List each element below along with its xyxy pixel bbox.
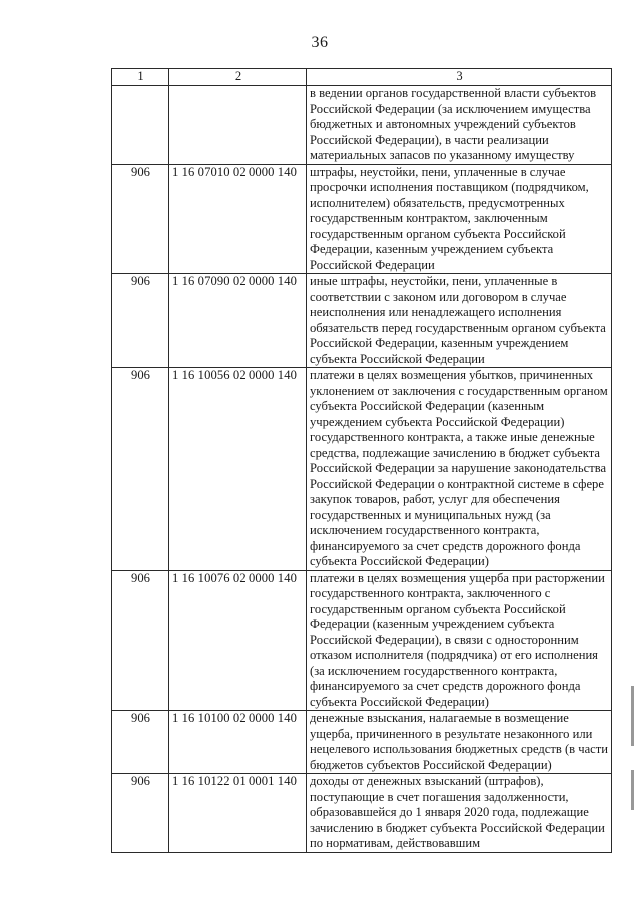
revenue-code-cell <box>169 86 307 165</box>
table-row <box>112 368 612 571</box>
table-row <box>112 274 612 368</box>
page-number: 36 <box>311 34 329 51</box>
table-header-row <box>112 69 612 86</box>
table-row <box>112 164 612 274</box>
admin-code-cell: 906 <box>112 711 169 774</box>
revenue-code-cell: 1 16 07090 02 0000 140 <box>169 274 307 368</box>
column-header-code: 2 <box>169 69 307 86</box>
description-cell: штрафы, неустойки, пени, уплаченные в случае просрочки исполнения поставщиком (подрядчиком, исполнителем) обязательств, предусмотренных государственным контрактом, заключенным государственным органом субъекта Российской Федерации, казенным учреждением субъекта Российской Федерации <box>307 164 612 274</box>
table-row <box>112 774 612 853</box>
revenue-code-cell: 1 16 10076 02 0000 140 <box>169 570 307 711</box>
column-header-description: 3 <box>307 69 612 86</box>
admin-code-cell: 906 <box>112 570 169 711</box>
revenue-code-cell: 1 16 07010 02 0000 140 <box>169 164 307 274</box>
table-row <box>112 570 612 711</box>
table-row <box>112 711 612 774</box>
description-cell: платежи в целях возмещения убытков, причиненных уклонением от заключения с государственным органом субъекта Российской Федерации (казенным учреждением субъекта Российской Федерации) государственного контракта, а также иные денежные средства, подлежащие зачислению в бюджет субъекта Российской Федерации за нарушение законодательства Российской Федерации о контрактной системе в сфере закупок товаров, работ, услуг для обеспечения государственных и муниципальных нужд (за исключением государственного контракта, финансируемого за счет средств дорожного фонда субъекта Российской Федерации) <box>307 368 612 571</box>
admin-code-cell: 906 <box>112 368 169 571</box>
description-cell: платежи в целях возмещения ущерба при расторжении государственного контракта, заключенного с государственным органом субъекта Российской Федерации (казенным учреждением субъекта Российской Федерации), в связи с односторонним отказом исполнителя (подрядчика) от его исполнения (за исключением государственного контракта, финансируемого за счет средств дорожного фонда субъекта Российской Федерации) <box>307 570 612 711</box>
description-cell: доходы от денежных взысканий (штрафов), поступающие в счет погашения задолженности, образовавшейся до 1 января 2020 года, подлежащие зачислению в бюджет субъекта Российской Федерации по нормативам, действовавшим <box>307 774 612 853</box>
revenue-code-cell: 1 16 10056 02 0000 140 <box>169 368 307 571</box>
description-cell: в ведении органов государственной власти субъектов Российской Федерации (за исключением имущества бюджетных и автономных учреждений субъектов Российской Федерации), в части реализации материальных запасов по указанному имуществу <box>307 86 612 165</box>
admin-code-cell <box>112 86 169 165</box>
description-cell: денежные взыскания, налагаемые в возмещение ущерба, причиненного в результате незаконного или нецелевого использования бюджетных средств (в части бюджетов субъектов Российской Федерации) <box>307 711 612 774</box>
admin-code-cell: 906 <box>112 274 169 368</box>
column-header-admin: 1 <box>112 69 169 86</box>
scan-edge-mark <box>631 770 634 810</box>
admin-code-cell: 906 <box>112 774 169 853</box>
admin-code-cell: 906 <box>112 164 169 274</box>
revenue-code-cell: 1 16 10122 01 0001 140 <box>169 774 307 853</box>
description-cell: иные штрафы, неустойки, пени, уплаченные в соответствии с законом или договором в случае неисполнения или ненадлежащего исполнения обязательств перед государственным органом субъекта Российской Федерации, казенным учреждением субъекта Российской Федерации <box>307 274 612 368</box>
revenue-code-cell: 1 16 10100 02 0000 140 <box>169 711 307 774</box>
table-row <box>112 86 612 165</box>
revenue-codes-table <box>111 68 612 853</box>
scan-edge-mark <box>631 686 634 746</box>
